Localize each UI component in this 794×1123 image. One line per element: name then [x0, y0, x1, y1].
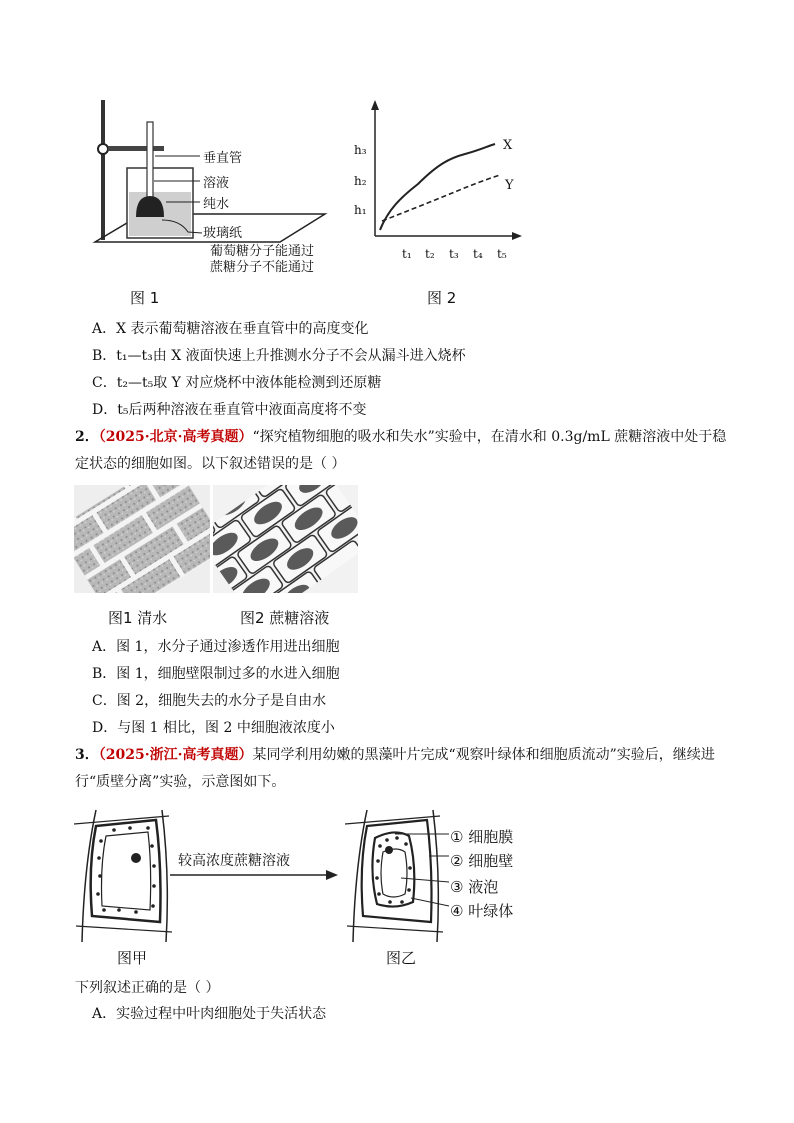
q1-option-a: A．X 表示葡萄糖溶液在垂直管中的高度变化 [92, 321, 369, 337]
q2-stem-text: “探究植物细胞的吸水和失水”实验中，在清水和 0.3g/mL 蔗糖溶液中处于稳定状态的细胞如图。以下叙述错误的是（ ） [75, 429, 727, 472]
micrograph-sucrose [213, 485, 358, 593]
q2-option-d: D．与图 1 相比，图 2 中细胞液浓度小 [92, 720, 335, 736]
note-sucrose: 蔗糖分子不能通过 [210, 260, 315, 275]
q2-source: （2025·北京·高考真题） [98, 429, 253, 445]
arrow-label: 较高浓度蔗糖溶液 [178, 853, 290, 869]
x-tick-t3: t₃ [449, 247, 459, 261]
x-tick-t2: t₂ [425, 247, 435, 261]
q2-stem [75, 424, 735, 478]
y-tick-h1: h₁ [354, 203, 367, 217]
q3-stem [75, 742, 735, 796]
cell-diagram-yi [345, 806, 455, 946]
q1-option-c: C．t₂—t₅取 Y 对应烧杯中液体能检测到还原糖 [92, 375, 382, 391]
note-glucose: 葡萄糖分子能通过 [210, 244, 315, 259]
y-tick-h2: h₂ [354, 174, 367, 188]
micrograph-1-caption: 图1 清水 [108, 609, 168, 627]
figure-2-graph [340, 98, 530, 268]
q2-option-a: A．图 1，水分子通过渗透作用进出细胞 [92, 639, 340, 655]
label-vertical-tube: 垂直管 [203, 151, 243, 166]
cell-diagram-jia [74, 806, 174, 946]
figure-1-caption: 图 1 [130, 289, 160, 307]
series-x-label: X [503, 138, 513, 153]
q3-source: （2025·浙江·高考真题） [98, 747, 253, 763]
series-y-label: Y [505, 178, 514, 193]
q3-question: 下列叙述正确的是（ ） [75, 980, 220, 996]
q3-number: 3． [75, 747, 99, 763]
part-label-chloroplast: ④ 叶绿体 [450, 902, 514, 920]
q2-number: 2． [75, 429, 99, 445]
q3-option-a: A．实验过程中叶肉细胞处于失活状态 [92, 1006, 327, 1022]
cell-jia-caption: 图甲 [117, 949, 148, 967]
part-label-membrane: ① 细胞膜 [450, 828, 514, 846]
label-pure-water: 纯水 [203, 197, 230, 212]
label-glass-paper: 玻璃纸 [203, 226, 243, 241]
q3-stem-text: 某同学利用幼嫩的黑藻叶片完成“观察叶绿体和细胞质流动”实验后，继续进行“质壁分离”实验，示意图如下。 [75, 747, 715, 790]
q2-option-c: C．图 2，细胞失去的水分子是自由水 [92, 693, 327, 709]
x-tick-t5: t₅ [497, 247, 507, 261]
part-label-vacuole: ③ 液泡 [450, 878, 499, 896]
x-tick-t4: t₄ [473, 247, 483, 261]
micrograph-2-caption: 图2 蔗糖溶液 [240, 609, 330, 627]
label-solution: 溶液 [203, 176, 230, 191]
q1-option-d: D．t₅后两种溶液在垂直管中液面高度将不变 [92, 402, 367, 418]
y-tick-h3: h₃ [354, 143, 367, 157]
q1-option-b: B．t₁—t₃由 X 液面快速上升推测水分子不会从漏斗进入烧杯 [92, 348, 466, 364]
x-tick-t1: t₁ [402, 247, 412, 261]
figure-2-caption: 图 2 [427, 289, 457, 307]
cell-yi-caption: 图乙 [386, 949, 417, 967]
micrograph-fresh-water [74, 485, 210, 593]
q2-option-b: B．图 1，细胞壁限制过多的水进入细胞 [92, 666, 340, 682]
part-label-cell-wall: ② 细胞壁 [450, 852, 514, 870]
arrow-icon [168, 868, 340, 882]
